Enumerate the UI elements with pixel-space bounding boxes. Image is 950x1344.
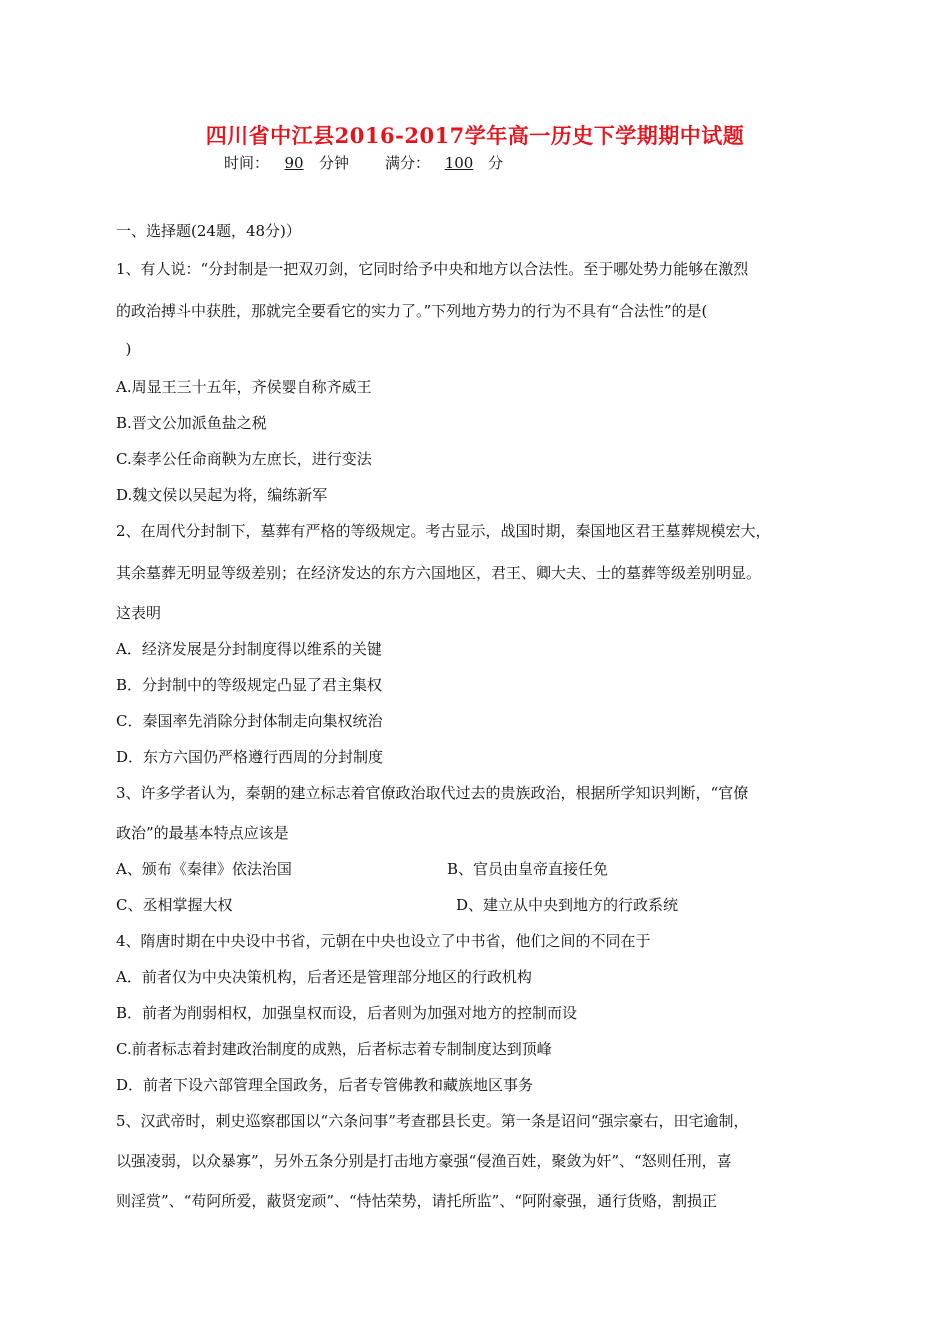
q1-stem-line3: )	[116, 340, 132, 358]
q3-stem-line2: 政治”的最基本特点应该是	[116, 824, 289, 842]
q1-option-d: D.魏文侯以吴起为将，编练新军	[116, 486, 328, 504]
q5-stem-line2: 以强凌弱，以众暴寡”，另外五条分别是打击地方豪强“侵渔百姓，聚敛为奸”、“怒则任刑，喜	[116, 1152, 732, 1170]
q1-option-c: C.秦孝公任命商鞅为左庶长，进行变法	[116, 450, 372, 468]
q3-stem-line1: 3、许多学者认为，秦朝的建立标志着官僚政治取代过去的贵族政治，根据所学知识判断，“官僚	[116, 784, 749, 802]
section-heading: 一、选择题(24题，48分)）	[116, 222, 301, 240]
q5-stem-line1: 5、汉武帝时，刺史巡察郡国以“六条问事”考查郡县长吏。第一条是诏问“强宗豪右，田宅逾制，	[116, 1112, 749, 1130]
q4-option-d: D．前者下设六部管理全国政务，后者专管佛教和藏族地区事务	[116, 1076, 534, 1094]
q2-option-c: C．秦国率先消除分封体制走向集权统治	[116, 712, 383, 730]
q4-option-c: C.前者标志着封建政治制度的成熟，后者标志着专制制度达到顶峰	[116, 1040, 552, 1058]
exam-meta	[224, 152, 503, 173]
q3-option-d: D、建立从中央到地方的行政系统	[456, 896, 679, 914]
q2-option-a: A．经济发展是分封制度得以维系的关键	[116, 640, 382, 658]
q2-stem-line2: 其余墓葬无明显等级差别；在经济发达的东方六国地区，君王、卿大夫、士的墓葬等级差别明显。	[116, 564, 762, 582]
q1-option-b: B.晋文公加派鱼盐之税	[116, 414, 267, 432]
time-unit: 分钟	[319, 154, 350, 172]
q5-stem-line3: 则淫赏”、“苟阿所爱，蔽贤宠顽”、“恃怙荣势，请托所监”、“阿附豪强，通行货赂，割损正	[116, 1192, 718, 1210]
time-value: 90	[284, 154, 304, 172]
q3-option-b: B、官员由皇帝直接任免	[447, 860, 609, 878]
q3-option-c: C、丞相掌握大权	[116, 896, 233, 914]
q4-option-a: A．前者仅为中央决策机构，后者还是管理部分地区的行政机构	[116, 968, 532, 986]
q4-stem-line1: 4、隋唐时期在中央设中书省，元朝在中央也设立了中书省，他们之间的不同在于	[116, 932, 651, 950]
q3-option-a: A、颁布《秦律》依法治国	[116, 860, 292, 878]
score-label: 满分：	[385, 154, 431, 172]
q1-option-a: A.周显王三十五年，齐侯婴自称齐威王	[116, 378, 372, 396]
q2-stem-line1: 2、在周代分封制下，墓葬有严格的等级规定。考古显示，战国时期，秦国地区君王墓葬规模宏大，	[116, 522, 771, 540]
q2-stem-line3: 这表明	[116, 604, 162, 622]
q2-option-b: B．分封制中的等级规定凸显了君主集权	[116, 676, 383, 694]
q1-stem-line1: 1、有人说：“分封制是一把双刃剑，它同时给予中央和地方以合法性。至于哪处势力能够在激烈	[116, 260, 749, 278]
q2-option-d: D．东方六国仍严格遵行西周的分封制度	[116, 748, 384, 766]
score-value: 100	[444, 154, 474, 172]
time-label: 时间：	[224, 154, 270, 172]
q1-stem-line2: 的政治搏斗中获胜，那就完全要看它的实力了。”下列地方势力的行为不具有“合法性”的是(	[116, 302, 708, 320]
exam-title: 四川省中江县2016-2017学年高一历史下学期期中试题	[205, 123, 745, 148]
score-unit: 分	[488, 154, 504, 172]
q4-option-b: B．前者为削弱相权，加强皇权而设，后者则为加强对地方的控制而设	[116, 1004, 578, 1022]
